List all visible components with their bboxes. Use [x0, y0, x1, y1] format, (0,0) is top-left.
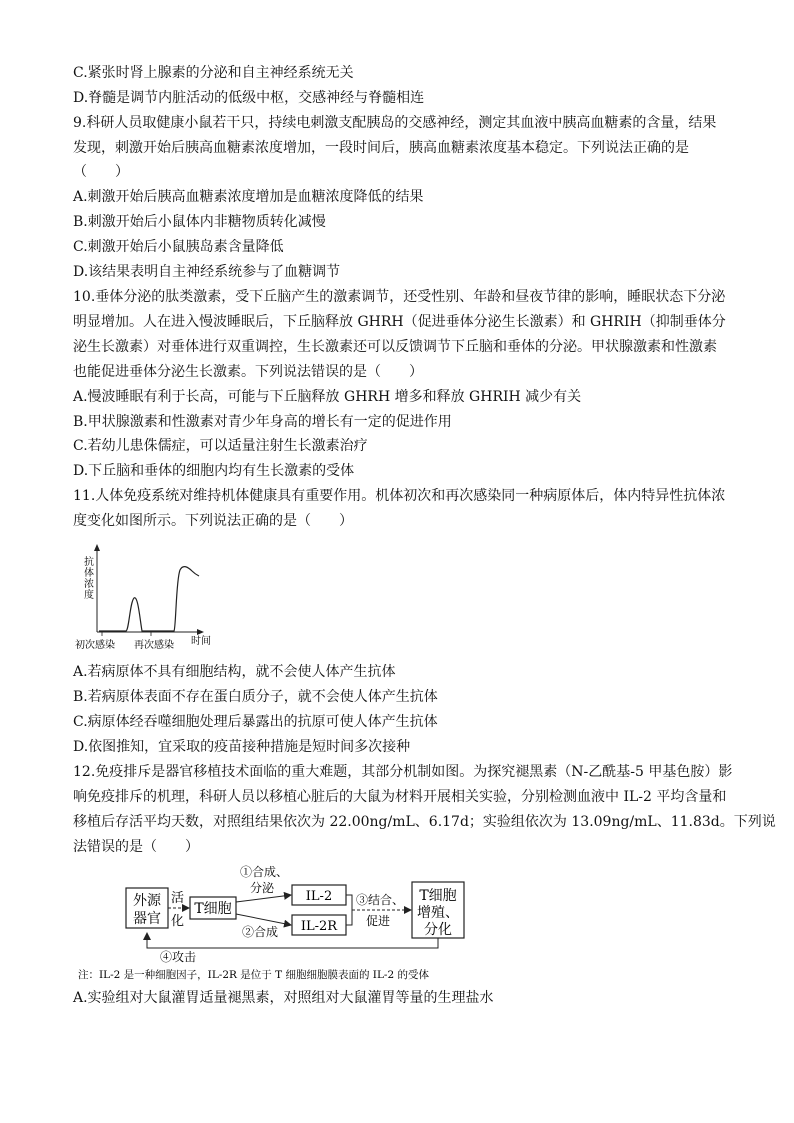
first-infection-label: 初次感染	[75, 640, 115, 651]
step4-label: ④攻击	[160, 950, 197, 964]
option-line: B.若病原体表面不存在蛋白质分子，就不会使人体产生抗体	[73, 689, 438, 705]
option-line: D.依图推知，宜采取的疫苗接种措施是短时间多次接种	[73, 739, 411, 755]
option-line: A.若病原体不具有细胞结构，就不会使人体产生抗体	[73, 664, 396, 680]
y-axis-label: 抗体浓度	[81, 556, 93, 600]
il2-label: IL-2	[305, 889, 333, 904]
text-line: 9.科研人员取健康小鼠若干只，持续电刺激支配胰岛的交感神经，测定其血液中胰高血糖素的含量，结果	[73, 115, 717, 131]
step3-label-1: ③结合、	[356, 893, 405, 907]
option-line: C.病原体经吞噬细胞处理后暴露出的抗原可使人体产生抗体	[73, 714, 438, 730]
text-line: C.紧张时肾上腺素的分泌和自主神经系统无关	[73, 65, 354, 81]
result-label-1: T细胞	[419, 888, 457, 904]
option-line: B.刺激开始后小鼠体内非糖物质转化减慢	[73, 214, 326, 230]
text-line: 10.垂体分泌的肽类激素，受下丘脑产生的激素调节，还受性别、年龄和昼夜节律的影响，睡眠状态下分泌	[73, 289, 726, 305]
text-line: 法错误的是（ ）	[73, 839, 199, 855]
activate-label-1: 活	[171, 891, 185, 906]
diagram-note: 注：IL-2 是一种细胞因子，IL-2R 是位于 T 细胞细胞膜表面的 IL-2 的受体	[78, 969, 429, 981]
foreign-organ-label-1: 外源	[133, 893, 161, 909]
text-line: 响免疫排斥的机理，科研人员以移植心脏后的大鼠为材料开展相关实验，分别检测血液中 IL-2 平均含量和	[73, 789, 727, 805]
text-line: 明显增加。人在进入慢波睡眠后，下丘脑释放 GHRH（促进垂体分泌生长激素）和 GHRIH（抑制垂体分	[73, 314, 726, 330]
text-line: 度变化如图所示。下列说法正确的是（ ）	[73, 513, 353, 529]
text-line: D.脊髓是调节内脏活动的低级中枢，交感神经与脊髓相连	[73, 90, 425, 106]
x-axis-label: 时间	[191, 636, 211, 647]
step1-label-2: 分泌	[250, 881, 275, 895]
option-line: A.慢波睡眠有利于长高，可能与下丘脑释放 GHRH 增多和释放 GHRIH 减少有关	[73, 389, 582, 405]
second-infection-label: 再次感染	[134, 640, 174, 651]
option-line: B.甲状腺激素和性激素对青少年身高的增长有一定的促进作用	[73, 414, 452, 430]
il2r-label: IL-2R	[300, 919, 338, 934]
immune-rejection-diagram	[74, 862, 534, 982]
step3-bracket	[346, 895, 352, 925]
option-line: D.下丘脑和垂体的细胞内均有生长激素的受体	[73, 463, 355, 479]
step1-label-1: ①合成、	[240, 865, 289, 879]
x-axis-arrow	[197, 629, 204, 635]
antibody-curve	[99, 567, 199, 631]
option-line: A.实验组对大鼠灌胃适量褪黑素，对照组对大鼠灌胃等量的生理盐水	[73, 990, 494, 1006]
text-line: 发现，刺激开始后胰高血糖素浓度增加，一段时间后，胰高血糖素浓度基本稳定。下列说法正确的是	[73, 140, 689, 156]
foreign-organ-label-2: 器官	[133, 911, 161, 927]
text-line: 泌生长激素）对垂体进行双重调控，生长激素还可以反馈调节下丘脑和垂体的分泌。甲状腺激素和性激素	[73, 339, 717, 355]
option-line: A.刺激开始后胰高血糖素浓度增加是血糖浓度降低的结果	[73, 189, 424, 205]
y-axis-arrow	[94, 544, 100, 551]
synthesize-arrow	[236, 914, 291, 925]
secrete-arrow	[236, 895, 291, 902]
antibody-concentration-figure	[72, 540, 222, 652]
result-label-2: 增殖、	[417, 905, 459, 921]
option-line: C.若幼儿患侏儒症，可以适量注射生长激素治疗	[73, 438, 368, 454]
text-line: （ ）	[73, 164, 129, 180]
text-line: 也能促进垂体分泌生长激素。下列说法错误的是（ ）	[73, 364, 423, 380]
text-line: 12.免疫排斥是器官移植技术面临的重大难题，其部分机制如图。为探究褪黑素（N-乙酰基-5 甲基色胺）影	[73, 764, 733, 780]
text-line: 移植后存活平均天数，对照组结果依次为 22.00ng/mL、6.17d；实验组依次为 13.09ng/mL、11.83d。下列说	[73, 814, 776, 830]
activate-label-2: 化	[171, 914, 185, 929]
option-line: D.该结果表明自主神经系统参与了血糖调节	[73, 264, 341, 280]
step2-label: ②合成	[242, 925, 279, 939]
text-line: 11.人体免疫系统对维持机体健康具有重要作用。机体初次和再次感染同一种病原体后，体内特异性抗体浓	[73, 488, 726, 504]
option-line: C.刺激开始后小鼠胰岛素含量降低	[73, 239, 284, 255]
step3-label-2: 促进	[366, 914, 391, 928]
result-label-3: 分化	[424, 922, 452, 938]
t-cell-label: T细胞	[194, 901, 232, 917]
